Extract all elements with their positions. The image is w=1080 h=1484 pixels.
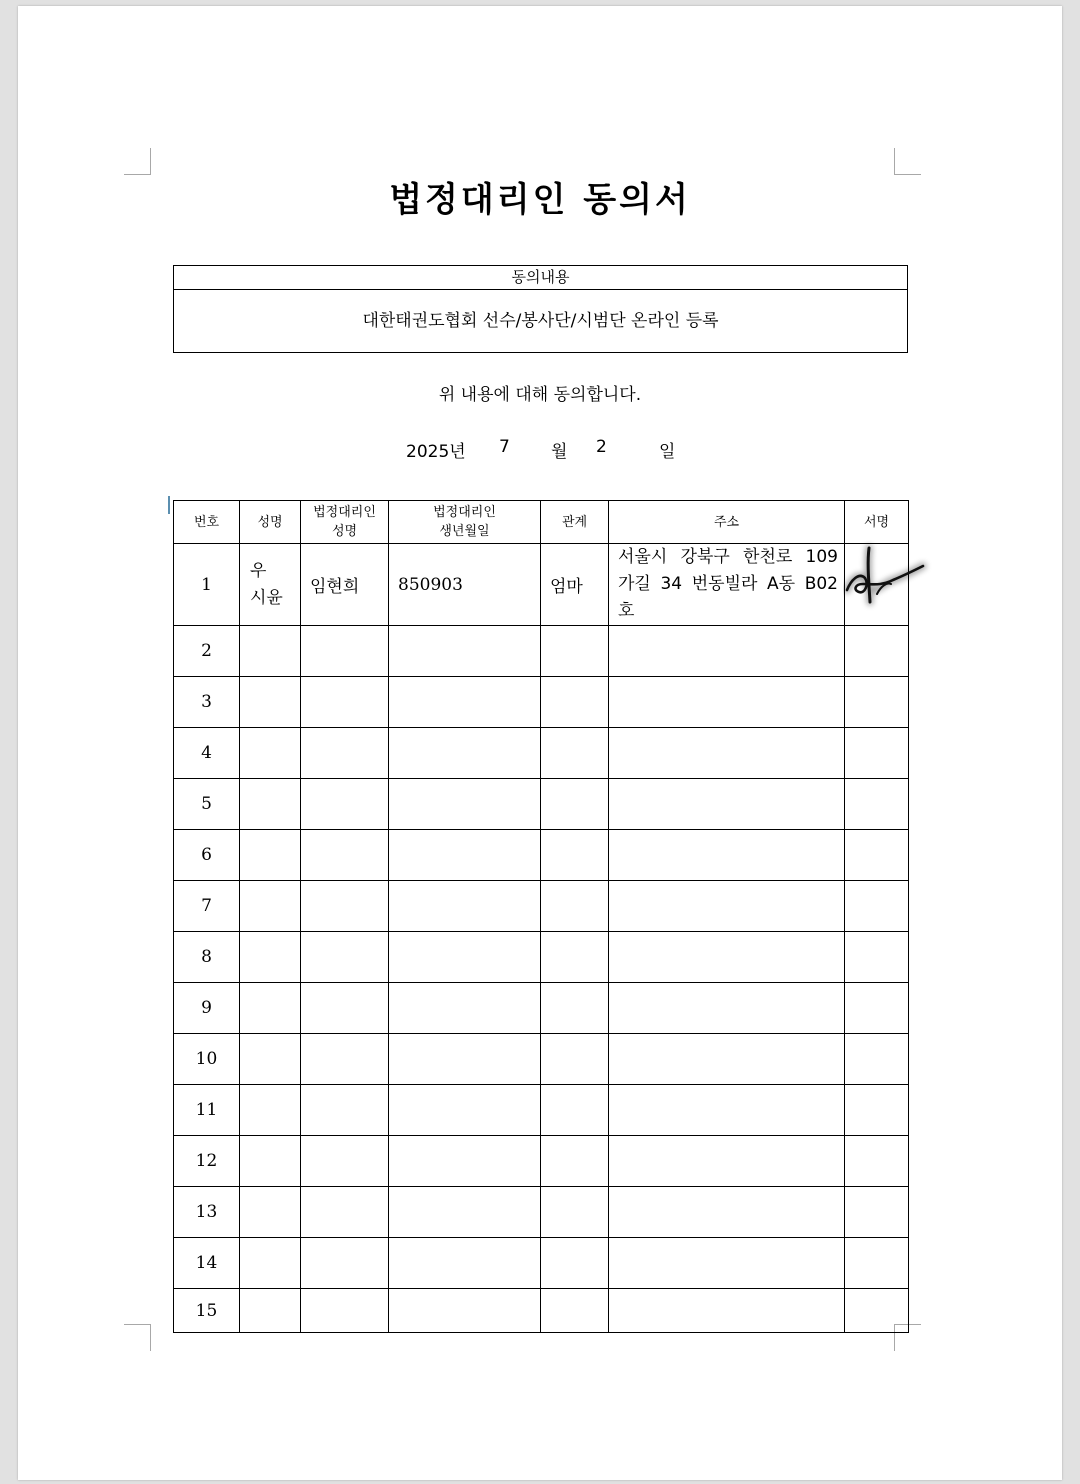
- table-row: [174, 881, 909, 932]
- header-address: 주소: [609, 501, 845, 544]
- table-header-row: [174, 501, 909, 544]
- consent-content-header: 동의내용: [174, 266, 907, 290]
- row-number: 5: [174, 779, 240, 830]
- row-guardian-name: 임현희: [301, 544, 389, 626]
- header-signature: 서명: [845, 501, 909, 544]
- handwritten-signature: [843, 540, 933, 618]
- row-number: 11: [174, 1085, 240, 1136]
- row-name: 우 시윤: [240, 544, 301, 626]
- margin-corner-bottom-left: [124, 1324, 151, 1351]
- table-row: [174, 1085, 909, 1136]
- margin-corner-top-left: [124, 148, 151, 175]
- header-number: 번호: [174, 501, 240, 544]
- date-day: 2: [596, 437, 607, 457]
- table-row: [174, 544, 909, 626]
- row-number: 7: [174, 881, 240, 932]
- table-row: [174, 830, 909, 881]
- date-month: 7: [499, 437, 510, 457]
- document-title: 법정대리인 동의서: [389, 180, 691, 220]
- table-row: [174, 728, 909, 779]
- guardian-roster-table: [173, 500, 909, 1333]
- agreement-statement: 위 내용에 대해 동의합니다.: [438, 385, 642, 405]
- row-number: 12: [174, 1136, 240, 1187]
- table-row: [174, 626, 909, 677]
- row-number: 6: [174, 830, 240, 881]
- row-number: 8: [174, 932, 240, 983]
- header-name: 성명: [240, 501, 301, 544]
- date-day-unit: 일: [659, 442, 676, 462]
- row-number: 14: [174, 1238, 240, 1289]
- table-row: [174, 932, 909, 983]
- table-row: [174, 1136, 909, 1187]
- row-signature: [845, 544, 909, 626]
- date-year: 2025년: [406, 442, 466, 462]
- row-number: 10: [174, 1034, 240, 1085]
- row-number: 2: [174, 626, 240, 677]
- table-row: [174, 677, 909, 728]
- row-number: 9: [174, 983, 240, 1034]
- row-guardian-birth: 850903: [389, 544, 541, 626]
- table-row: [174, 1187, 909, 1238]
- table-row: [174, 983, 909, 1034]
- consent-content-text: 대한태권도협회 선수/봉사단/시범단 온라인 등록: [362, 311, 719, 331]
- table-row: [174, 1238, 909, 1289]
- row-number: 1: [174, 544, 240, 626]
- row-address: 서울시 강북구 한천로 109 가길 34 번동빌라 A동 B02 호: [609, 544, 845, 626]
- text-cursor: [168, 496, 170, 514]
- table-row: [174, 779, 909, 830]
- row-number: 3: [174, 677, 240, 728]
- row-number: 4: [174, 728, 240, 779]
- header-guardian-name: 법정대리인 성명: [301, 501, 389, 544]
- header-relation: 관계: [541, 501, 609, 544]
- header-guardian-birth: 법정대리인 생년월일: [389, 501, 541, 544]
- row-number: 15: [174, 1289, 240, 1333]
- row-number: 13: [174, 1187, 240, 1238]
- margin-corner-top-right: [894, 148, 921, 175]
- table-row: [174, 1289, 909, 1333]
- date-month-unit: 월: [551, 442, 568, 462]
- row-relation: 엄마: [541, 544, 609, 626]
- consent-content-box: [173, 265, 908, 353]
- table-row: [174, 1034, 909, 1085]
